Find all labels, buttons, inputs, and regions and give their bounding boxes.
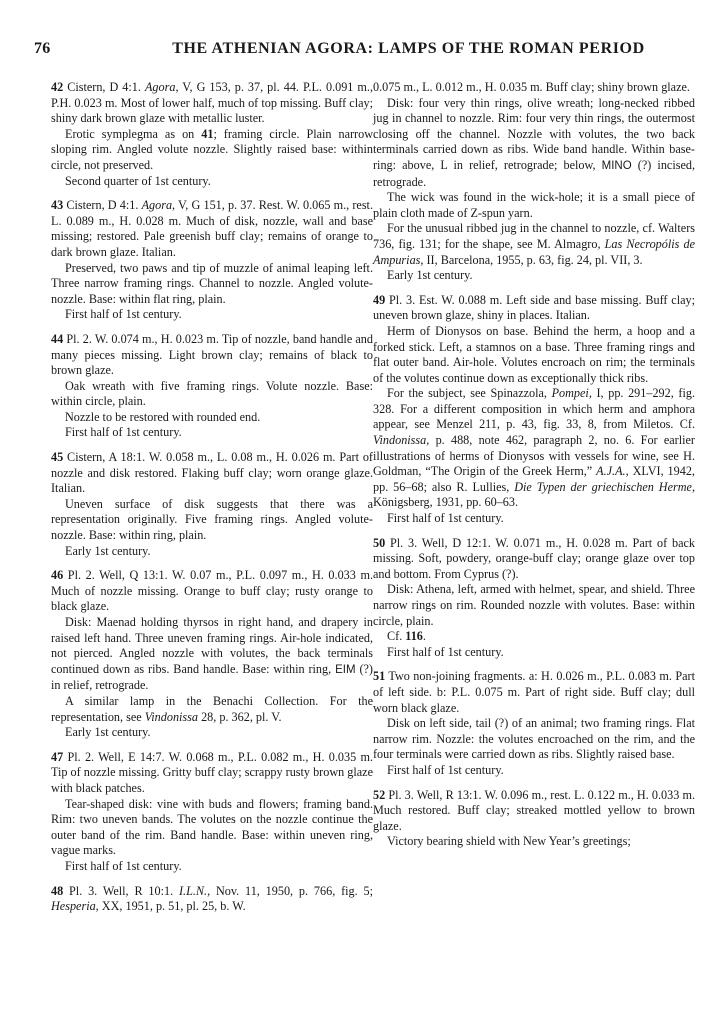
entry-date: First half of 1st century.	[65, 425, 182, 440]
catalogue-entry-46	[51, 568, 373, 741]
entry-head-text: Pl. 2. Well, Q 13:1. W. 0.07 m., P.L. 0.097 m., H. 0.033 m. Much of nozzle missing. Orange to buff clay; rusty orange to black glaze.	[51, 568, 373, 614]
entry-head-text: V, G 151, p. 37. Rest. W. 0.065 m., rest. L. 0.089 m., H. 0.028 m. Much of disk, nozzle, wall and base missing; restored. Pale greenish buff clay; remains of orange to dark brown glaze. Italian.	[51, 198, 373, 259]
entry-head	[51, 80, 373, 127]
entry-date: First half of 1st century.	[387, 762, 504, 777]
entry-note: Nozzle to be restored with rounded end.	[65, 409, 261, 424]
journal-title: A.J.A.,	[596, 464, 629, 479]
entry-text: p. 488, note 462, paragraph 2, no. 6. For earlier illustrations of herms of Dionysos with vessels for wine, see H. Goldman, “The Origin of the Greek Herm,”	[373, 433, 695, 479]
catalogue-entry-50	[373, 536, 695, 661]
entry-head-text: V, G 153, p. 37, pl. 44. P.L. 0.091 m., P.H. 0.023 m. Most of lower half, much of top missing. Buff clay; shiny dark brown glaze with metallic luster.	[51, 80, 373, 126]
publication-title: Las Necropólis de Ampurias,	[373, 236, 695, 267]
entry-date: First half of 1st century.	[387, 511, 504, 526]
cross-reference: 41	[201, 126, 214, 141]
entry-date: First half of 1st century.	[387, 644, 504, 659]
entry-head-text: XX, 1951, p. 51, pl. 25, b. W.	[98, 899, 246, 914]
entry-note	[373, 386, 695, 511]
entry-head	[51, 198, 373, 260]
entry-text: (?) incised, retrograde.	[373, 157, 695, 189]
entry-text: II, Barcelona, 1955, p. 63, fig. 24, pl. VII, 3.	[423, 252, 643, 267]
entry-description	[51, 615, 373, 694]
entry-text: .	[422, 629, 426, 644]
entry-description: Victory bearing shield with New Year’s greetings;	[387, 834, 631, 849]
entry-head-text: Pl. 3. Well, R 13:1. W. 0.096 m., rest. L. 0.122 m., H. 0.033 m. Much restored. Buff clay; streaked mottled yellow to brown glaze.	[373, 787, 695, 833]
catalogue-entry-42	[51, 80, 373, 189]
entry-head-text: Cistern, D 4:1.	[63, 80, 145, 94]
entry-text: A similar lamp in the Benachi Collection. For the representation, see	[51, 693, 373, 724]
entry-note	[373, 221, 695, 268]
page-number: 76	[34, 40, 51, 57]
publication-title: Vindonissa	[144, 709, 199, 724]
entry-text: For the subject, see Spinazzola,	[387, 386, 552, 401]
entry-head: 0.075 m., L. 0.012 m., H. 0.035 m. Buff clay; shiny brown glaze.	[373, 80, 690, 94]
entry-head	[373, 788, 695, 835]
entry-number: 44	[51, 331, 64, 346]
entry-text: 28, p. 362, pl. V.	[198, 709, 282, 724]
entry-head-text: Cistern, D 4:1.	[63, 198, 142, 213]
entry-date: Second quarter of 1st century.	[65, 173, 211, 188]
entry-description: Preserved, two paws and tip of muzzle of animal leaping left. Three narrow framing rings. Channel to nozzle. Angled volute-nozzle. Base: within flat ring, plain.	[51, 260, 373, 306]
publication-title: Vindonissa,	[373, 433, 430, 448]
entry-number: 45	[51, 450, 64, 465]
entry-text: Disk: Maenad holding thyrsos in right hand, and drapery in raised left hand. Three uneven framing rings. Air-hole indicated, not pierced. Angled nozzle with volutes, the back terminals continued down as ribs. Band handle. Base: within ring,	[51, 615, 373, 676]
catalogue-entry-43	[51, 198, 373, 323]
entry-head	[51, 884, 373, 915]
entry-number: 50	[373, 535, 386, 550]
entry-number: 43	[51, 198, 64, 213]
entry-description: Tear-shaped disk: vine with buds and flowers; framing band. Rim: two uneven bands. The volutes on the nozzle continue the outer band of the rim. Band handle. Base: within uneven ring, vague marks.	[51, 796, 373, 858]
catalogue-entry-48	[51, 884, 373, 915]
entry-note: The wick was found in the wick-hole; it is a small piece of plain cloth made of Z-spun yarn.	[373, 190, 695, 220]
entry-head	[51, 332, 373, 379]
entry-text: For the unusual ribbed jug in the channel to nozzle, cf. Walters 736, fig. 131; for the shape, see M. Almagro,	[373, 221, 695, 251]
inscription: MINO	[601, 159, 632, 172]
entry-head	[51, 568, 373, 615]
publication-title: Pompei,	[551, 386, 592, 401]
entry-description: Oak wreath with five framing rings. Volute nozzle. Base: within circle, plain.	[51, 378, 373, 409]
catalogue-entry-51	[373, 669, 695, 778]
entry-text: Königsberg, 1931, pp. 60–63.	[373, 495, 519, 510]
entry-text: ; framing circle. Plain narrow sloping rim. Angled volute nozzle. Slightly raised base: within circle, not preserved.	[51, 126, 374, 172]
entry-date: Early 1st century.	[387, 268, 473, 283]
entry-crossref	[373, 629, 695, 645]
entry-number: 48	[51, 883, 64, 898]
journal-title: Hesperia,	[51, 899, 99, 914]
entry-number: 52	[373, 787, 386, 802]
entry-date: Early 1st century.	[65, 543, 151, 558]
entry-head-text: Pl. 2. W. 0.074 m., H. 0.023 m. Tip of nozzle, band handle and many pieces missing. Light brown clay; remains of black to brown glaze.	[51, 331, 373, 378]
publication-title: I.L.N.	[178, 883, 208, 898]
entry-date: First half of 1st century.	[65, 307, 182, 322]
entry-text: XLVI, 1942, pp. 56–68; also R. Lullies,	[373, 464, 695, 494]
journal-title: Agora,	[141, 198, 176, 213]
running-title: THE ATHENIAN AGORA: LAMPS OF THE ROMAN PERIOD	[172, 40, 645, 57]
entry-head	[373, 536, 695, 583]
left-column	[51, 80, 373, 924]
entry-head-text: Cistern, A 18:1. W. 0.058 m., L. 0.08 m., H. 0.026 m. Part of nozzle and disk restored. Flaking buff clay; worn orange glaze. Italian.	[51, 450, 373, 496]
entry-description: Disk: Athena, left, armed with helmet, spear, and shield. Three narrow rings on rim. Rounded nozzle with volutes. Base: within circle, plain.	[373, 582, 695, 628]
entry-note	[51, 694, 373, 725]
catalogue-entry-52	[373, 788, 695, 850]
entry-number: 51	[373, 669, 386, 684]
catalogue-entry-48-continued	[373, 80, 695, 284]
entry-head-text: Pl. 3. Est. W. 0.088 m. Left side and base missing. Buff clay; uneven brown glaze, shiny in places. Italian.	[373, 292, 695, 323]
catalogue-entry-45	[51, 450, 373, 559]
entry-head-text: Pl. 3. Well, D 12:1. W. 0.071 m., H. 0.028 m. Part of back missing. Soft, powdery, orange-buff clay; orange glaze over top and bottom. From Cyprus (?).	[373, 535, 695, 581]
journal-title: Agora,	[144, 80, 179, 94]
cross-reference: 116	[405, 629, 423, 644]
entry-number: 46	[51, 568, 64, 583]
entry-date: First half of 1st century.	[65, 858, 182, 873]
catalogue-entry-44	[51, 332, 373, 441]
entry-text: Disk: four very thin rings, olive wreath; long-necked ribbed jug in channel to nozzle. Rim: four very thin rings, the outermost closing off the channel. Nozzle with volutes, the two back terminals carried down as ribs. Wide band handle. Within base-ring: above, L in relief, retrograde; below,	[373, 95, 695, 172]
entry-description: Disk on left side, tail (?) of an animal; two framing rings. Flat narrow rim. Nozzle: the volutes encroached on the rim, and the four terminals were carried down as ribs. Slightly raised base.	[373, 716, 695, 762]
publication-title: Die Typen der griechischen Herme,	[514, 479, 695, 494]
entry-head-text: , Nov. 11, 1950, p. 766, fig. 5;	[207, 883, 373, 898]
entry-head-text: Pl. 2. Well, E 14:7. W. 0.068 m., P.L. 0.082 m., H. 0.035 m. Tip of nozzle missing. Gritty buff clay; scrappy rusty brown glaze with black patches.	[51, 749, 373, 795]
entry-text: Cf.	[387, 629, 406, 644]
entry-number: 42	[51, 80, 64, 94]
entry-description	[51, 127, 373, 174]
inscription: EIM	[335, 663, 356, 676]
entry-text: (?) in relief, retrograde.	[51, 661, 373, 693]
entry-description	[373, 96, 695, 191]
entry-number: 49	[373, 292, 386, 307]
entry-text: I, pp. 291–292, fig. 328. For a different composition in which herm and amphora appear, see Menzel 211, p. 43, fig. 33, 8, from Miletos. Cf.	[373, 386, 695, 432]
entry-number: 47	[51, 749, 64, 764]
entry-date: Early 1st century.	[65, 725, 151, 740]
entry-head-text: Two non-joining fragments. a: H. 0.026 m., P.L. 0.083 m. Part of left side. b: P.L. 0.075 m. Part of right side. Buff clay; dull worn black glaze.	[373, 669, 695, 715]
entry-head	[373, 293, 695, 324]
entry-text: Erotic symplegma as on	[65, 126, 202, 141]
entry-head	[51, 450, 373, 497]
entry-head	[51, 750, 373, 797]
running-header	[34, 40, 683, 66]
entry-head	[373, 669, 695, 716]
entry-description: Uneven surface of disk suggests that there was a representation originally. Five framing rings. Angled volute-nozzle. Base: within ring, plain.	[51, 496, 373, 543]
catalogue-entry-47	[51, 750, 373, 875]
right-column	[373, 80, 695, 859]
entry-head-text: Pl. 3. Well, R 10:1.	[63, 883, 179, 898]
catalogue-entry-49	[373, 293, 695, 527]
entry-description: Herm of Dionysos on base. Behind the herm, a hoop and a forked stick. Left, a stamnos on a base. Three framing rings and flat outer band. Air-hole. Volutes encroach on rim; the terminals of the volutes continue down as exceptionally thick ribs.	[373, 323, 695, 385]
